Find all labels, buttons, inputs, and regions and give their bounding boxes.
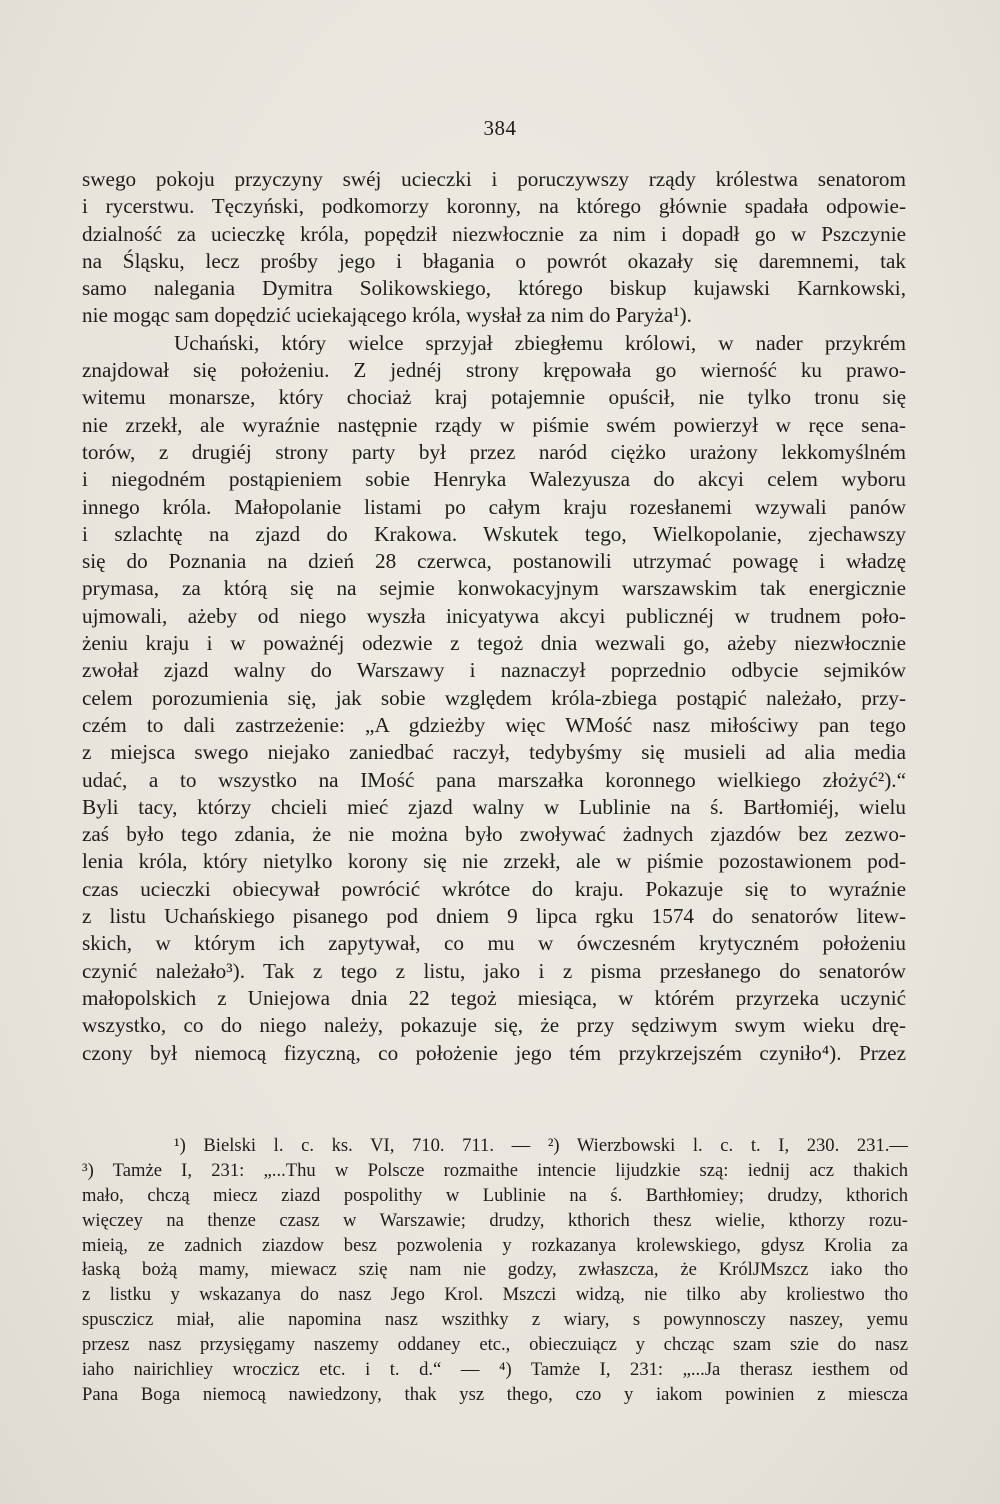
footnotes [82, 1134, 908, 1408]
text-line: zaś było tego zdania, że nie można było zwoływać żadnych zjazdów bez zezwo- [82, 822, 906, 847]
text-line: nie mogąc sam dopędzić uciekającego króla, wysłał za nim do Paryża¹). [82, 303, 692, 328]
text-line: udać, a to wszystko na IMość pana marszałka koronnego wielkiego złożyć²).“ [82, 767, 906, 792]
text-line: i szlachtę na zjazd do Krakowa. Wskutek tego, Wielkopolanie, zjechawszy [82, 521, 906, 546]
text-line: znajdował się położeniu. Z jednéj strony krępowała go wierność ku prawo- [82, 358, 906, 383]
footnote-line: spusczicz miał, alie napomina nasz wszithky z wiary, s powynnosczy naszey, yemu [82, 1309, 908, 1331]
text-line: i niegodném postąpieniem sobie Henryka Walezyusza do akcyi celem wyboru [82, 467, 906, 492]
text-line: lenia króla, który nietylko korony się nie zrzekł, ale w piśmie pozostawionem pod- [82, 849, 906, 874]
text-line: i rycerstwu. Tęczyński, podkomorzy koronny, na którego głównie spadała odpowie- [82, 194, 906, 219]
text-line: Byli tacy, którzy chcieli mieć zjazd walny w Lublinie na ś. Bartłomiéj, wielu [82, 794, 906, 819]
main-text [82, 166, 906, 1067]
text-line: samo nalegania Dymitra Solikowskiego, którego biskup kujawski Karnkowski, [82, 276, 906, 301]
footnote-line: iaho nairichliey wroczicz etc. i t. d.“ — ⁴) Tamże I, 231: „...Ja therasz iesthem od [82, 1359, 908, 1381]
text-line: celem porozumienia się, jak sobie względem króla-zbiega postąpić należało, przy- [82, 685, 906, 710]
text-line: prymasa, za którą się na sejmie konwokacyjnym warszawskim tak energicznie [82, 576, 906, 601]
text-line: witemu monarsze, który chociaż kraj potajemnie opuścił, nie tylko tronu się [82, 385, 906, 410]
footnote-line: łaską bożą mamy, miewacz szię nam nie godzy, zwłaszcza, że KrólJMszcz iako tho [82, 1259, 908, 1281]
text-line: na Śląsku, lecz prośby jego i błagania o powrót okazały się daremnemi, tak [82, 248, 906, 273]
footnote-line: ¹) Bielski l. c. ks. VI, 710. 711. — ²) Wierzbowski l. c. t. I, 230. 231.— [174, 1135, 908, 1156]
text-line: z miejsca swego niejako zaniedbać raczył, tedybyśmy się musieli ad alia media [82, 740, 906, 765]
text-line: skich, w którym ich zapytywał, co mu w ówczesném krytyczném położeniu [82, 931, 906, 956]
footnote-line: mieią, ze zadnich ziazdow besz pozwolenia y rozkazanya krolewskiego, gdysz Krolia za [82, 1234, 908, 1256]
text-line: wszystko, co do niego należy, pokazuje się, że przy sędziwym swym wieku drę- [82, 1013, 906, 1038]
page-number: 384 [483, 116, 517, 140]
text-line: torów, z drugiéj strony party był przez naród ciężko urażony lekkomyślném [82, 439, 906, 464]
footnote-line: więczey na thenze czasz w Warszawie; drudzy, kthorich thesz wielie, kthorzy rozu- [82, 1209, 908, 1231]
text-line: czony był niemocą fizyczną, co położenie jego tém przykrzejszém czyniło⁴). Przez [82, 1040, 906, 1065]
footnote-line: mało, chczą miecz ziazd pospolithy w Lublinie na ś. Barthłomiey; drudzy, kthorich [82, 1184, 908, 1206]
text-line: innego króla. Małopolanie listami po całym kraju rozesłanemi wzywali panów [82, 494, 906, 519]
footnote-line: z listku y wskazanya do nasz Jego Krol. Mszczi widzą, nie tilko aby kroliestwo tho [82, 1284, 908, 1306]
footnote-line: przesz nasz przysięgamy naszemy oddaney etc., obieczuiącz y chcząc szam szie do nasz [82, 1334, 908, 1356]
footnote-line: ³) Tamże I, 231: „...Thu w Polscze rozmaithe intencie lijudzkie szą: iednij acz thakich [82, 1159, 908, 1181]
text-line: nie zrzekł, ale wyraźnie następnie rządy w piśmie swém powierzył w ręce sena- [82, 412, 906, 437]
text-line: małopolskich z Uniejowa dnia 22 tegoż miesiąca, w którém przyrzeka uczynić [82, 985, 906, 1010]
text-line: czas ucieczki obiecywał powrócić wkrótce do kraju. Pokazuje się to wyraźnie [82, 876, 906, 901]
text-line: z listu Uchańskiego pisanego pod dniem 9 lipca rgku 1574 do senatorów litew- [82, 904, 906, 929]
text-line: Uchański, który wielce sprzyjał zbiegłemu królowi, w nader przykrém [174, 330, 906, 355]
text-line: czém to dali zastrzeżenie: „A gdzieżby więc WMość nasz miłościwy pan tego [82, 712, 906, 737]
text-line: zwołał zjazd walny do Warszawy i naznaczył poprzednio odbycie sejmików [82, 658, 906, 683]
text-line: ujmowali, ażeby od niego wyszła inicyatywa akcyi publicznéj w trudnem poło- [82, 603, 906, 628]
footnote-line: Pana Boga niemocą nawiedzony, thak ysz thego, czo y iakom powinien z miescza [82, 1383, 908, 1405]
text-line: żeniu kraju i w poważnéj odezwie z tegoż dnia wezwali go, ażeby niezwłocznie [82, 631, 906, 656]
text-line: czynić należało³). Tak z tego z listu, jako i z pisma przesłanego do senatorów [82, 958, 906, 983]
text-line: swego pokoju przyczyny swéj ucieczki i poruczywszy rządy królestwa senatorom [82, 167, 906, 191]
text-line: się do Poznania na dzień 28 czerwca, postanowili utrzymać powagę i władzę [82, 549, 906, 574]
text-line: dzialność za ucieczkę króla, popędził niezwłocznie za nim i dopadł go w Pszczynie [82, 221, 906, 246]
